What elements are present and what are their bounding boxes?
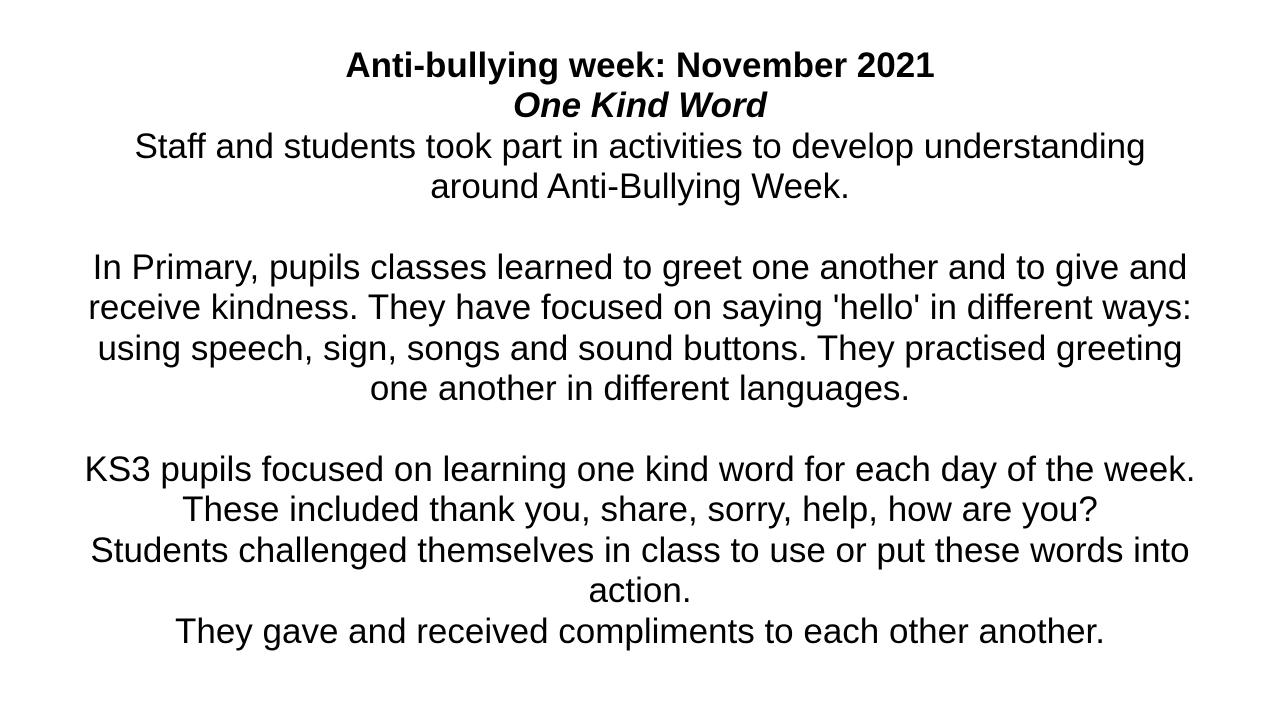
ks3-paragraph [30, 450, 1250, 652]
primary-line: In Primary, pupils classes learned to greet one another and to give and [92, 248, 1188, 288]
primary-line: one another in different languages. [369, 369, 911, 409]
document-body [30, 46, 1250, 652]
paragraph-spacer [30, 410, 1250, 450]
primary-line: receive kindness. They have focused on saying 'hello' in different ways: [88, 288, 1192, 328]
ks3-line: action. [588, 571, 692, 611]
intro-paragraph [30, 127, 1250, 208]
document-title: Anti-bullying week: November 2021 [345, 46, 935, 85]
intro-line: around Anti-Bullying Week. [430, 167, 850, 207]
ks3-line: They gave and received compliments to each other another. [175, 611, 1105, 651]
paragraph-spacer [30, 208, 1250, 248]
ks3-line: Students challenged themselves in class to use or put these words into [90, 530, 1190, 570]
ks3-line: These included thank you, share, sorry, help, how are you? [182, 490, 1098, 530]
intro-line: Staff and students took part in activities to develop understanding [134, 126, 1146, 166]
primary-line: using speech, sign, songs and sound buttons. They practised greeting [97, 328, 1183, 368]
primary-paragraph [30, 248, 1250, 410]
document-subtitle: One Kind Word [512, 86, 768, 126]
ks3-line: KS3 pupils focused on learning one kind word for each day of the week. [84, 450, 1196, 490]
